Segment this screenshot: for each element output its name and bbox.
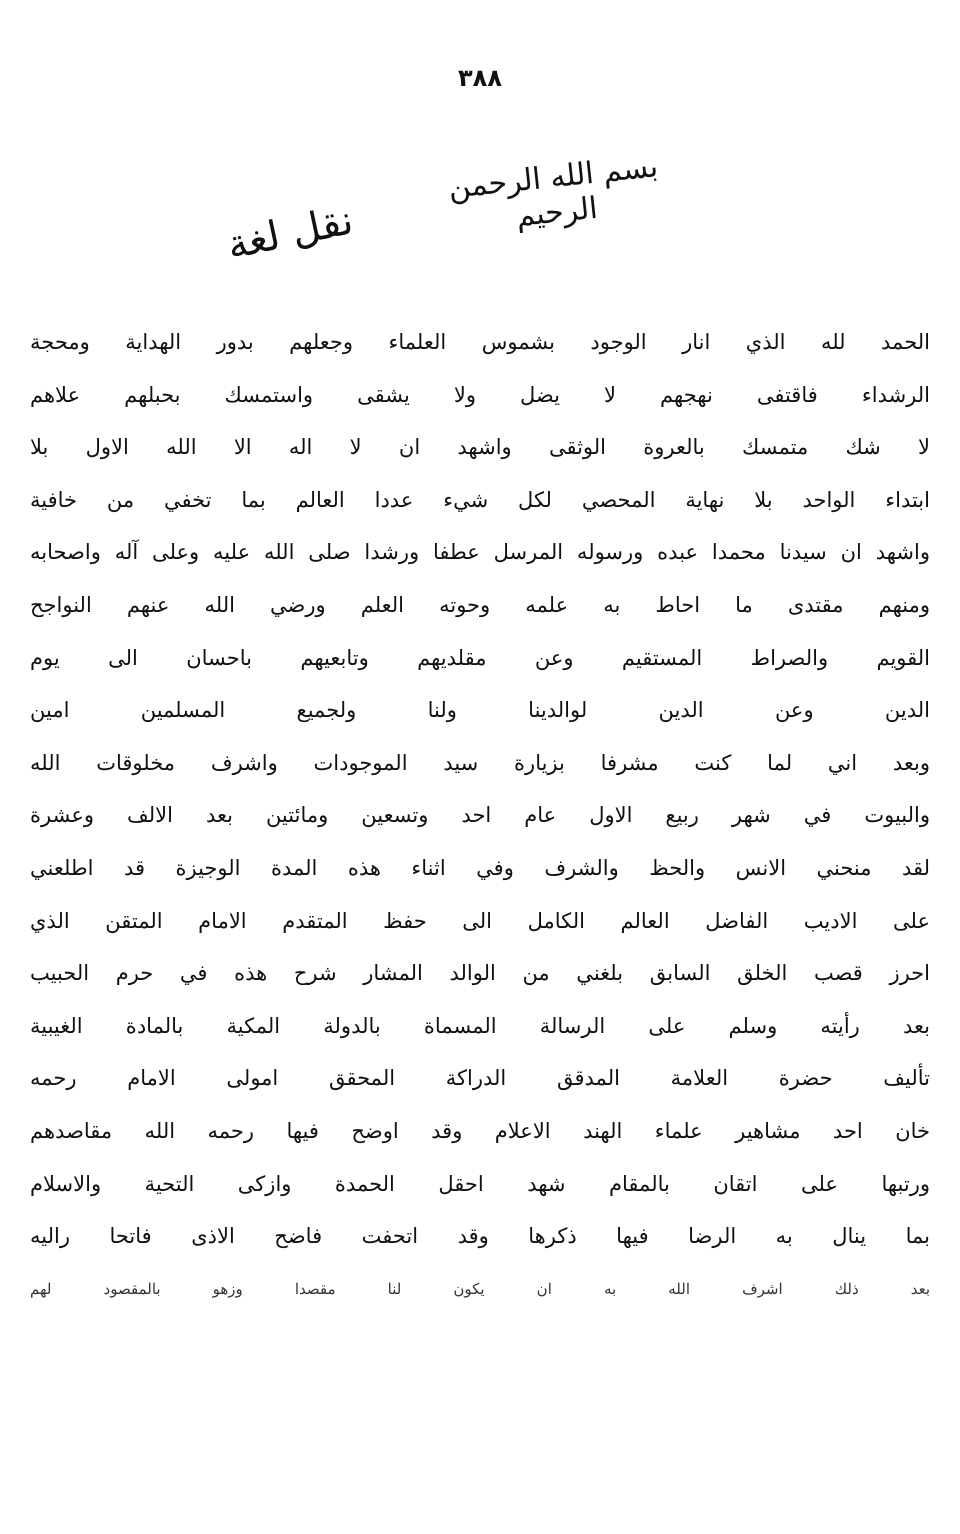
text-line-11: لقد منحني الانس والحظ والشرف وفي اثناء هذه المدة الوجيزة قد اطلعني [30, 855, 930, 880]
text-line-9: وبعد اني لما كنت مشرفا بزيارة سيد الموجودات واشرف مخلوقات الله [30, 750, 930, 775]
text-line-15: تأليف حضرة العلامة المدقق الدراكة المحقق امولى الامام رحمه [30, 1066, 930, 1091]
text-line-10: والبيوت في شهر ربيع الاول عام احد وتسعين ومائتين بعد الالف وعشرة [30, 803, 930, 828]
handwritten-margin-note: نقل لغة [222, 197, 358, 269]
text-line-16: خان احد مشاهير علماء الهند الاعلام وقد اوضح فيها رحمه الله مقاصدهم [30, 1118, 930, 1143]
text-line-7: القويم والصراط المستقيم وعن مقلديهم وتابعيهم باحسان الى يوم [30, 645, 930, 670]
text-line-19: بعد ذلك اشرف الله به ان يكون لنا مقصدا وزهو بالمقصود لهم [30, 1279, 930, 1298]
text-line-4: ابتداء الواحد بلا نهاية المحصي لكل شيء عددا العالم بما تخفي من خافية [30, 487, 930, 512]
page-number: ٣٨٨ [458, 64, 502, 92]
text-line-3: لا شك متمسك بالعروة الوثقى واشهد ان لا اله الا الله الاول بلا [30, 435, 930, 460]
text-line-6: ومنهم مقتدى ما احاط به علمه وحوته العلم ورضي الله عنهم النواجح [30, 592, 930, 617]
manuscript-body [30, 316, 930, 1315]
text-line-8: الدين وعن الدين لوالدينا ولنا ولجميع المسلمين امين [30, 698, 930, 723]
text-line-13: احرز قصب الخلق السابق بلغني من الوالد المشار شرح هذه في حرم الحبيب [30, 961, 930, 986]
text-line-5: واشهد ان سيدنا محمدا عبده ورسوله المرسل عطفا ورشدا صلى الله عليه وعلى آله واصحابه [30, 540, 930, 565]
text-line-2: الرشداء فاقتفى نهجهم لا يضل ولا يشقى واستمسك بحبلهم علاهم [30, 382, 930, 407]
text-line-14: بعد رأيته وسلم على الرسالة المسماة بالدولة المكية بالمادة الغيبية [30, 1013, 930, 1038]
text-line-12: على الاديب الفاضل العالم الكامل الى حفظ المتقدم الامام المتقن الذي [30, 908, 930, 933]
text-line-17: ورتبها على اتقان بالمقام شهد احقل الحمدة وازكى التحية والاسلام [30, 1171, 930, 1196]
basmala-heading: بسم الله الرحمن الرحيم [446, 149, 660, 235]
text-line-18: بما ينال به الرضا فيها ذكرها وقد اتحفت فاضح الاذى فاتحا راليه [30, 1224, 930, 1249]
text-line-1: الحمد لله الذي انار الوجود بشموس العلماء وجعلهم بدور الهداية ومحجة [30, 330, 930, 354]
